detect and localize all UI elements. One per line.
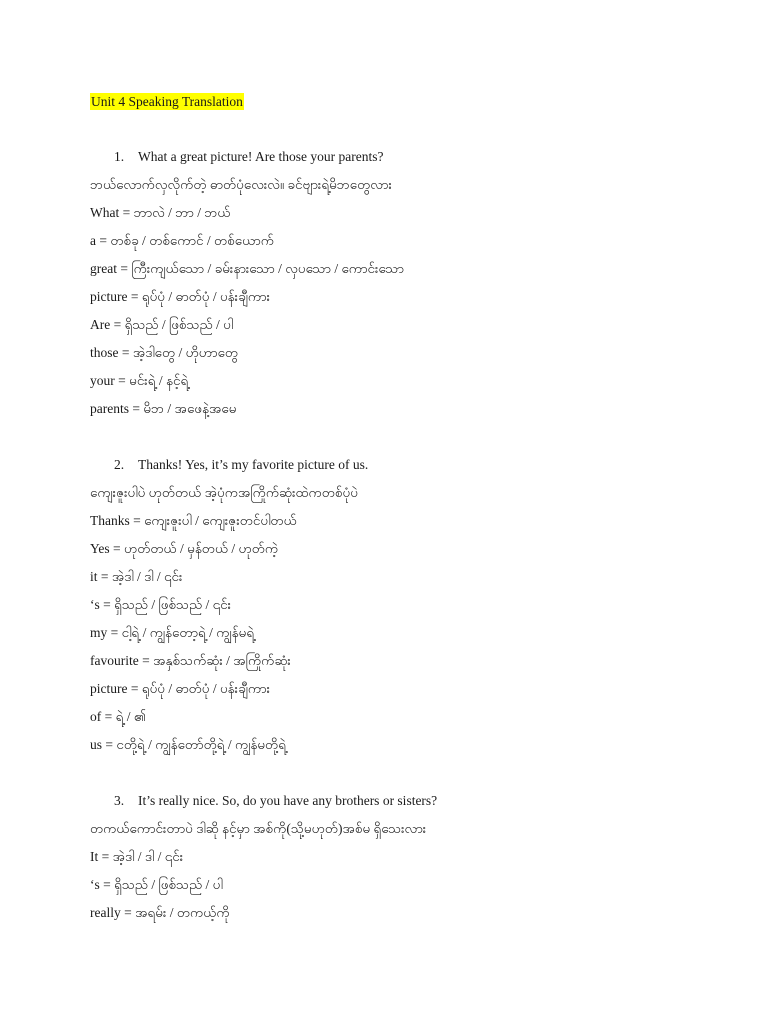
word-translation: a = တစ်ခု / တစ်ကောင် / တစ်ယောက် (90, 233, 274, 248)
word-translation: It = အဲ့ဒါ / ဒါ / ၎င်း (90, 849, 184, 864)
word-translation: parents = မိဘ / အဖေနဲ့အမေ (90, 401, 237, 416)
word-translation: favourite = အနှစ်သက်ဆုံး / အကြိုက်ဆုံး (90, 653, 291, 668)
question-text: It’s really nice. So, do you have any brothers or sisters? (138, 793, 438, 808)
word-translation: picture = ရုပ်ပုံ / ဓာတ်ပုံ / ပန်းချီကား (90, 289, 271, 304)
word-translation: picture = ရုပ်ပုံ / ဓာတ်ပုံ / ပန်းချီကား (90, 681, 271, 696)
word-translation: my = ငါ့ရဲ့ / ကျွန်တော့ရဲ့ / ကျွန်မရဲ့ (90, 625, 255, 640)
question-number: 1. (114, 149, 125, 164)
question-line (90, 143, 730, 171)
word-translation: great = ကြီးကျယ်သော / ခမ်းနားသော / လှပသော / ကောင်းသော (90, 261, 404, 276)
question-line (90, 787, 730, 815)
word-translation: ‘s = ရှိသည် / ဖြစ်သည် / ၎င်း (90, 597, 232, 612)
sentence-translation: ကျေးဇူးပါပဲ ဟုတ်တယ် အဲ့ပုံကအကြိုက်ဆုံးထဲကတစ်ပုံပဲ (90, 485, 358, 500)
word-translation: Yes = ဟုတ်တယ် / မှန်တယ် / ဟုတ်ကဲ့ (90, 541, 279, 556)
question-text: Thanks! Yes, it’s my favorite picture of us. (138, 457, 369, 472)
document-title: Unit 4 Speaking Translation (91, 94, 243, 109)
word-translation: it = အဲ့ဒါ / ဒါ / ၎င်း (90, 569, 183, 584)
word-translation: those = အဲ့ဒါတွေ / ဟိုဟာတွေ (90, 345, 239, 360)
question-line (90, 451, 730, 479)
word-translation: ‘s = ရှိသည် / ဖြစ်သည် / ပါ (90, 877, 223, 892)
word-translation: Are = ရှိသည် / ဖြစ်သည် / ပါ (90, 317, 234, 332)
question-number: 3. (114, 793, 125, 808)
question-text: What a great picture! Are those your parents? (138, 149, 384, 164)
translation-section-1 (90, 143, 730, 423)
word-translation: What = ဘာလဲ / ဘာ / ဘယ် (90, 205, 231, 220)
word-translation: your = မင်းရဲ့ / နင့်ရဲ့ (90, 373, 189, 388)
sentence-translation: တကယ်ကောင်းတာပဲ ဒါဆို နင့်မှာ အစ်ကို(သို့မဟုတ်)အစ်မ ရှိသေးလား (90, 821, 427, 836)
word-translation: of = ရဲ့ / ၏ (90, 709, 146, 724)
word-translation: us = ငတို့ရဲ့ / ကျွန်တော်တို့ရဲ့ / ကျွန်မတို့ရဲ့ (90, 737, 286, 752)
sentence-translation: ဘယ်လောက်လှလိုက်တဲ့ ဓာတ်ပုံလေးလဲ။ ခင်ဗျားရဲ့မိဘတွေလား (90, 177, 392, 192)
translation-section-3 (90, 787, 730, 927)
word-translation: Thanks = ကျေးဇူးပါ / ကျေးဇူးတင်ပါတယ် (90, 513, 297, 528)
translation-section-2 (90, 451, 730, 759)
question-number: 2. (114, 457, 125, 472)
word-translation: really = အရမ်း / တကယ့်ကို (90, 905, 230, 920)
